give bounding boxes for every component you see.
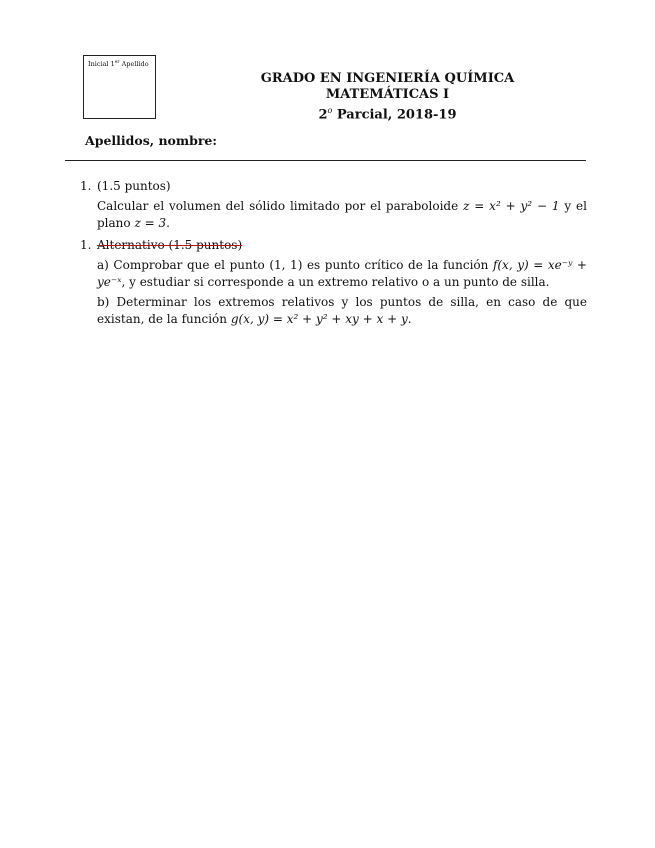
part-a: a) Comprobar que el punto (1, 1) es punto crítico de la función f(x, y) = xe⁻ʸ + ye⁻ˣ, y estudiar si corresponde a un extremo relativo o a un punto de silla. bbox=[97, 258, 587, 289]
function-f: f(x, y) = xe⁻ʸ + ye⁻ˣ bbox=[97, 258, 587, 289]
question-number: 1. bbox=[80, 179, 92, 193]
exam-header bbox=[160, 71, 615, 123]
part-b: b) Determinar los extremos relativos y los puntos de silla, en caso de que existan, de la función g(x, y) = x² + y² + xy + x + y. bbox=[97, 295, 587, 326]
initial-box-label: Inicial 1er Apellido bbox=[88, 60, 149, 69]
question-1-alternative bbox=[80, 237, 587, 328]
function-g: g(x, y) = x² + y² + xy + x + y bbox=[230, 312, 408, 326]
divider bbox=[65, 160, 586, 161]
plane-equation: z = 3 bbox=[134, 216, 167, 230]
exam-title: 2$^o$ Parcial, 2018-19 bbox=[318, 106, 457, 123]
question-statement: Calcular el volumen del sólido limitado por el paraboloide z = x² + y² − 1 y el plano z = 3. bbox=[97, 199, 587, 230]
alternative-title: Alternativo (1.5 puntos) bbox=[97, 238, 243, 252]
questions-list bbox=[80, 178, 587, 328]
degree-title: GRADO EN INGENIERÍA QUÍMICA bbox=[260, 71, 515, 86]
initial-box[interactable] bbox=[83, 55, 156, 119]
question-points: (1.5 puntos) bbox=[97, 179, 171, 193]
course-title: MATEMÁTICAS I bbox=[325, 87, 450, 102]
question-number: 1. bbox=[80, 238, 92, 252]
question-1 bbox=[80, 178, 587, 232]
name-label: Apellidos, nombre: bbox=[85, 133, 218, 148]
paraboloid-equation: z = x² + y² − 1 bbox=[463, 199, 560, 213]
